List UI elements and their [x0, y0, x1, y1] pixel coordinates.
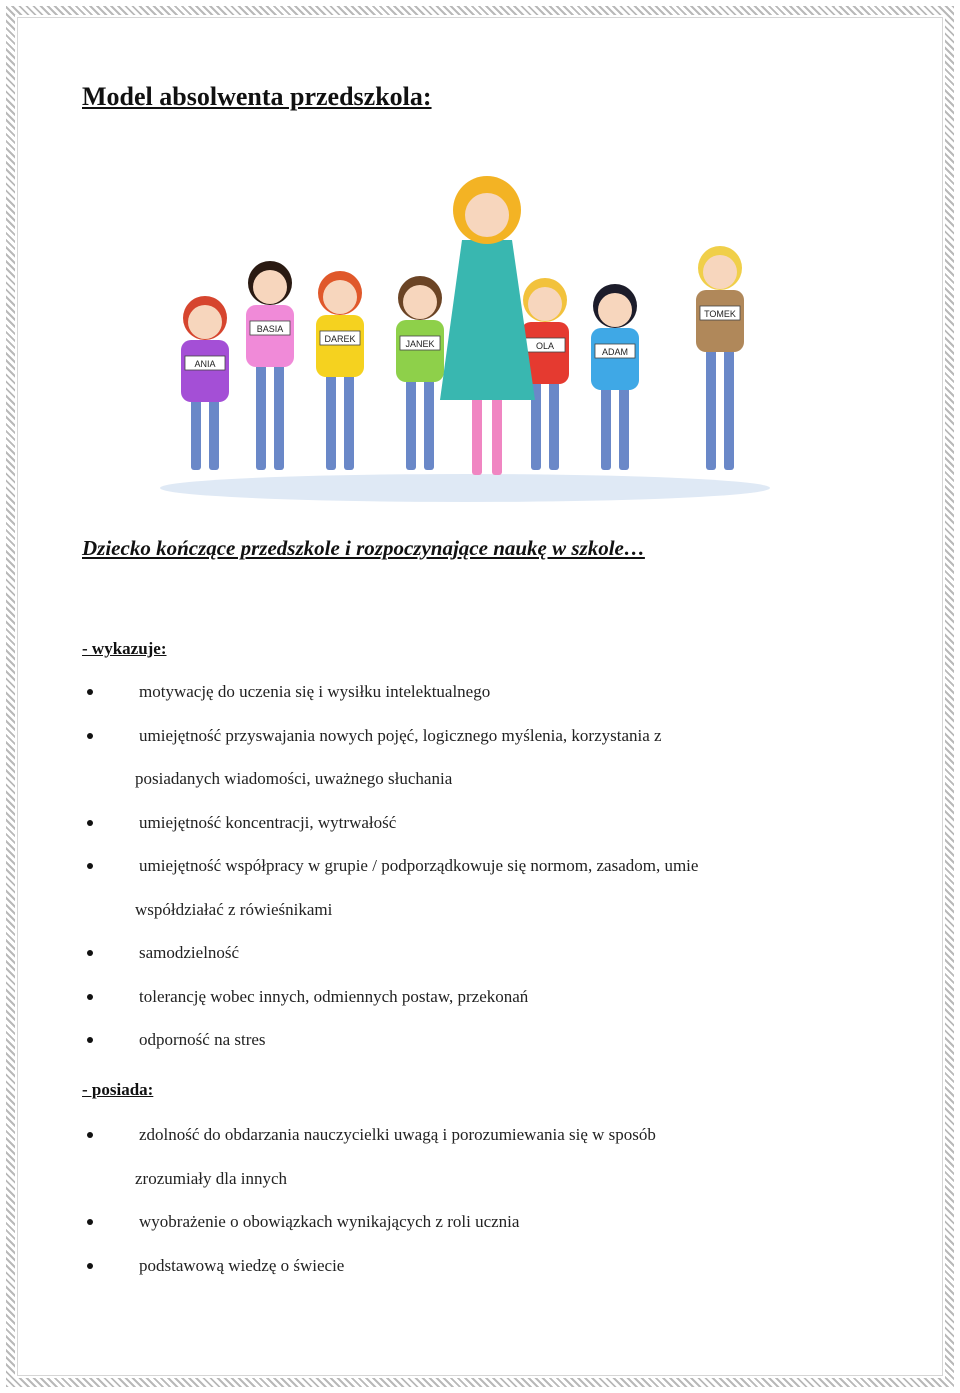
name-tag-text: OLA — [535, 341, 555, 351]
document-subtitle: Dziecko kończące przedszkole i rozpoczynające naukę w szkole… — [82, 536, 645, 560]
child-figure — [316, 271, 364, 470]
section-heading-posiada: - posiada: — [82, 1080, 154, 1099]
name-tag-text: ANIA — [194, 359, 216, 369]
name-tag-text: JANEK — [405, 339, 435, 349]
section-heading-wykazuje: - wykazuje: — [82, 639, 167, 658]
name-tag-text: ADAM — [601, 347, 629, 357]
child-figure — [396, 276, 444, 470]
list-item: wyobrażenie o obowiązkach wynikających z roli ucznia — [82, 1200, 802, 1244]
list-item: umiejętność koncentracji, wytrwałość — [82, 801, 802, 845]
list-item: zdolność do obdarzania nauczycielki uwagą i porozumiewania się w sposób zrozumiały dla innych — [82, 1113, 802, 1200]
name-tag-text: TOMEK — [704, 309, 736, 319]
list-item: umiejętność współpracy w grupie / podporządkowuje się normom, zasadom, umie współdziałać z rówieśnikami — [82, 844, 802, 931]
list-item: samodzielność — [82, 931, 802, 975]
child-figure — [246, 261, 294, 470]
list-item: podstawową wiedzę o świecie — [82, 1244, 802, 1288]
document-title: Model absolwenta przedszkola: — [82, 82, 432, 111]
name-tag-text: BASIA — [256, 324, 284, 334]
children-teacher-illustration — [150, 170, 780, 510]
ground-shadow — [160, 474, 770, 502]
list-item: tolerancję wobec innych, odmiennych postaw, przekonań — [82, 975, 802, 1019]
list-item: motywację do uczenia się i wysiłku intelektualnego — [82, 670, 802, 714]
child-figure — [591, 284, 639, 470]
list-wykazuje — [82, 670, 802, 1062]
list-item: odporność na stres — [82, 1018, 802, 1062]
list-posiada — [82, 1113, 802, 1287]
child-figure — [181, 296, 229, 470]
teacher-figure — [440, 176, 535, 475]
list-item: umiejętność przyswajania nowych pojęć, logicznego myślenia, korzystania z posiadanych wiadomości, uważnego słuchania — [82, 714, 802, 801]
name-tag-text: DAREK — [324, 334, 356, 344]
child-figure — [696, 246, 744, 470]
